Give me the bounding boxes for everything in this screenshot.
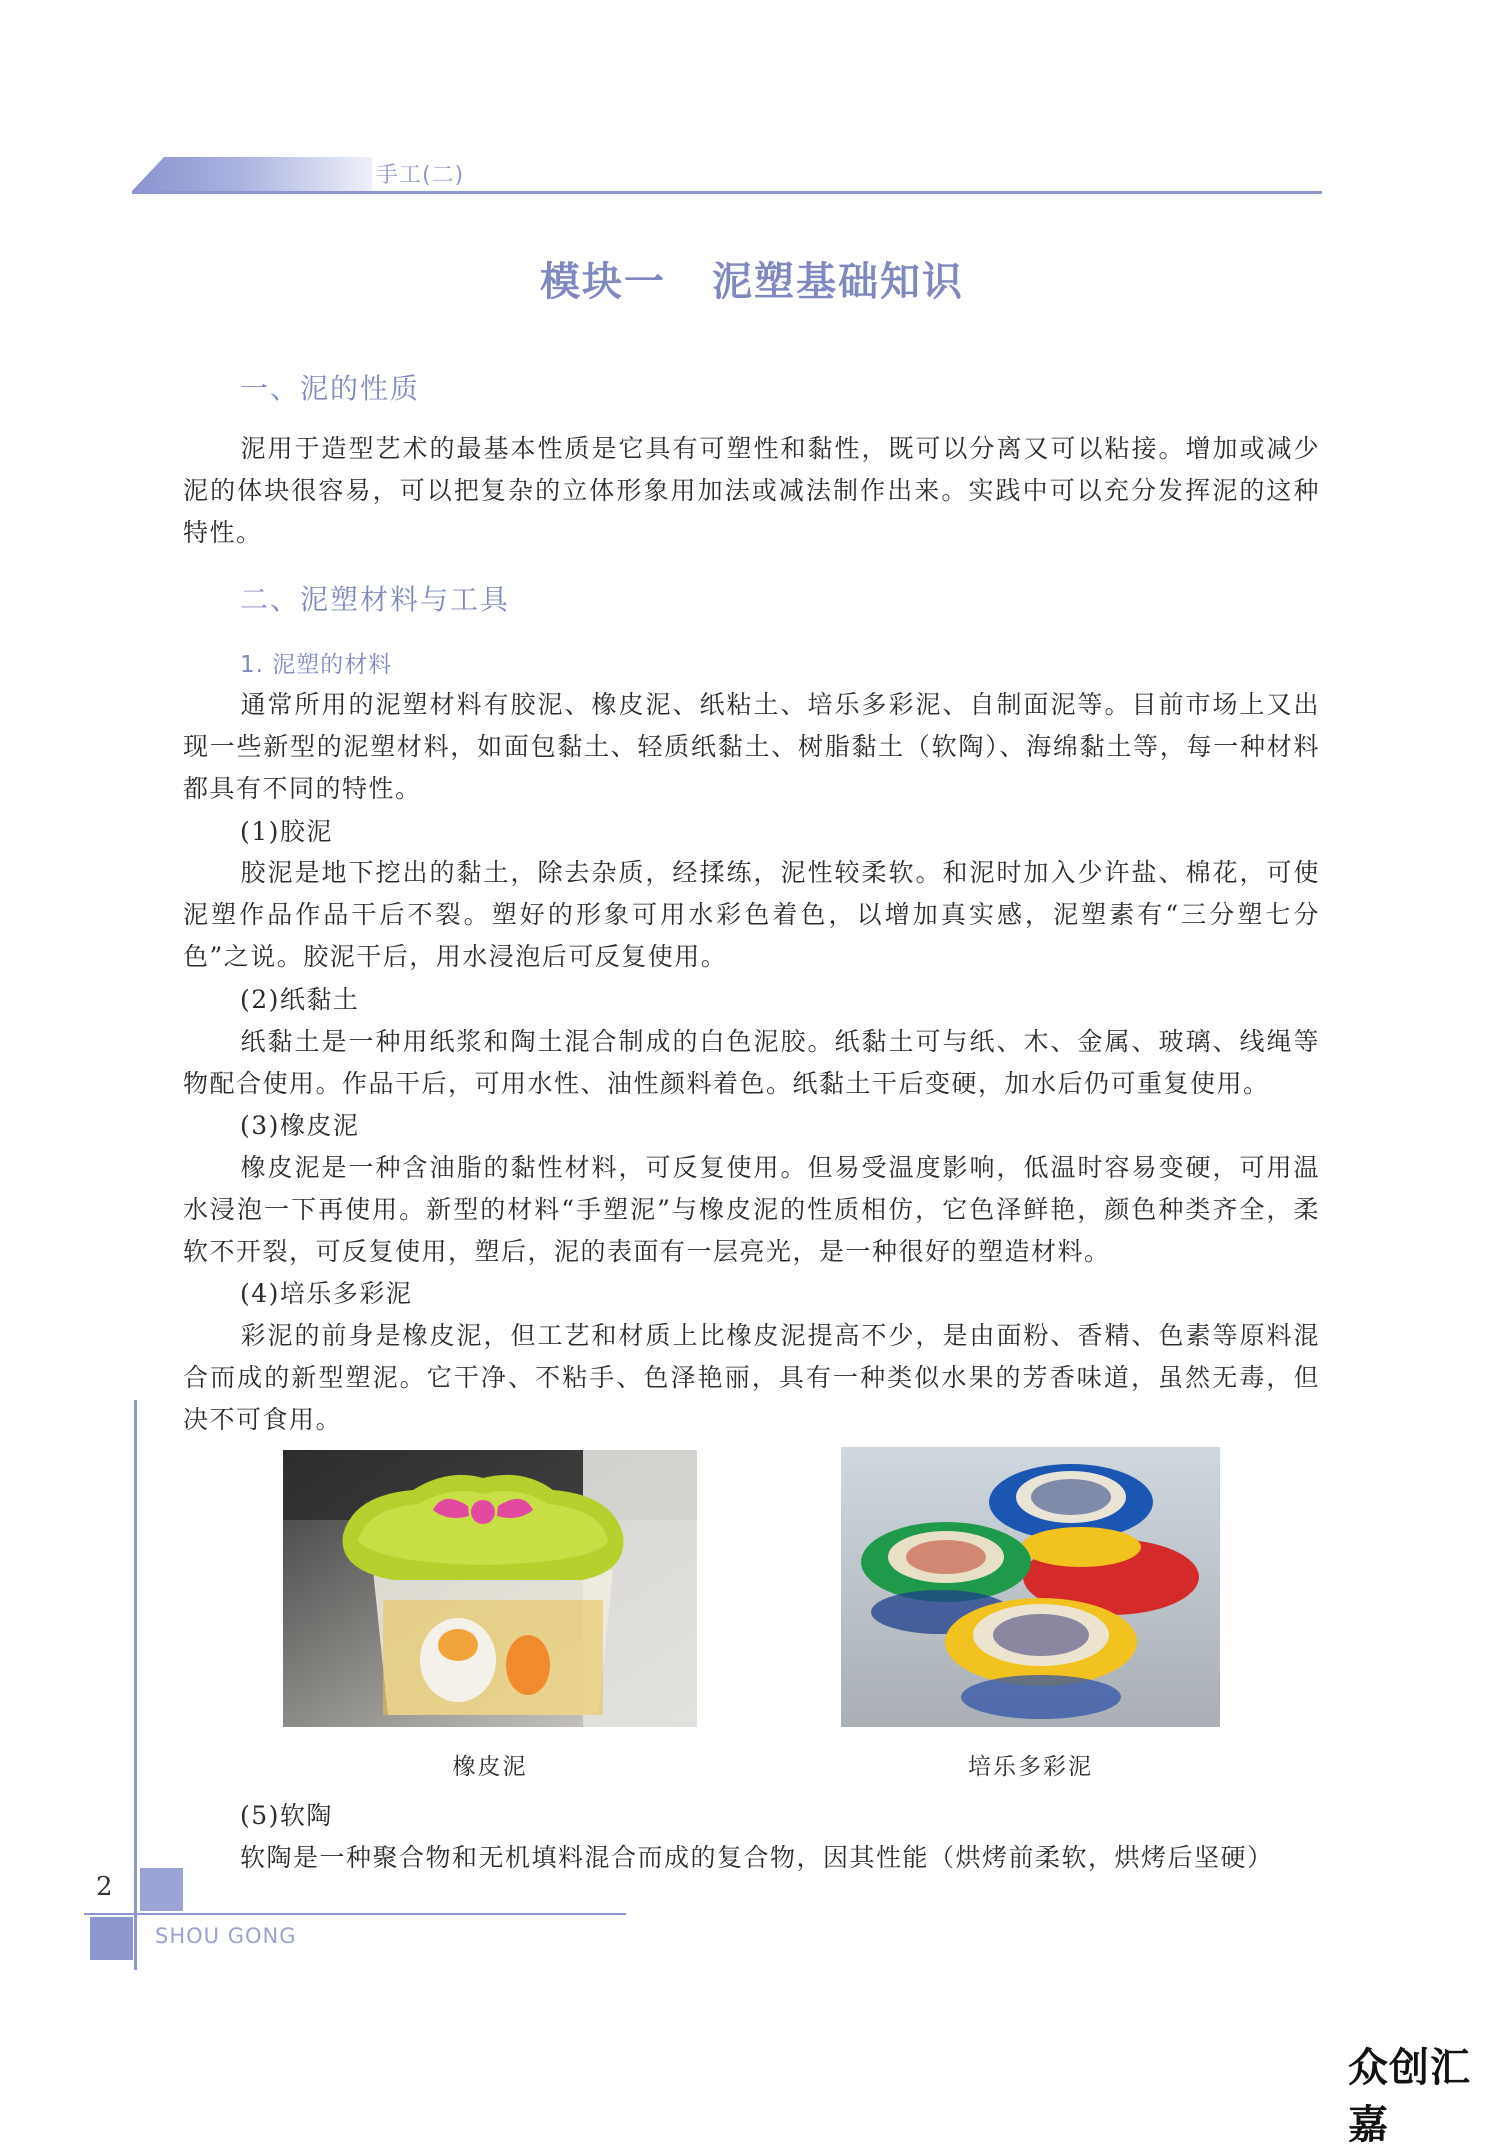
footer-vertical-rule bbox=[134, 1400, 137, 1970]
header-rule bbox=[132, 191, 1322, 194]
header-gradient-bar bbox=[132, 157, 372, 191]
photo-caption-peileduo: 培乐多彩泥 bbox=[968, 1754, 1093, 1780]
page-number: 2 bbox=[96, 1872, 113, 1902]
item-label-peileduo: (4)培乐多彩泥 bbox=[240, 1279, 413, 1308]
item-text-zhiniantu: 纸黏土是一种用纸浆和陶土混合制成的白色泥胶。纸黏土可与纸、木、金属、玻璃、线绳等物配合使用。作品干后，可用水性、油性颜料着色。纸黏土干后变硬，加水后仍可重复使用。 bbox=[183, 1027, 1320, 1098]
item-label-zhiniantu: (2)纸黏土 bbox=[240, 985, 360, 1014]
footer-label: SHOU GONG bbox=[155, 1924, 297, 1948]
item-label-xiangpini: (3)橡皮泥 bbox=[240, 1111, 360, 1140]
section1-paragraph: 泥用于造型艺术的最基本性质是它具有可塑性和黏性，既可以分离又可以粘接。增加或减少泥的体块很容易，可以把复杂的立体形象用加法或减法制作出来。实践中可以充分发挥泥的这种特性。 bbox=[183, 434, 1320, 547]
section-heading-2: 二、泥塑材料与工具 bbox=[240, 583, 511, 616]
item-text-peileduo: 彩泥的前身是橡皮泥，但工艺和材质上比橡皮泥提高不少，是由面粉、香精、色素等原料混合而成的新型塑泥。它干净、不粘手、色泽艳丽，具有一种类似水果的芳香味道，虽然无毒，但决不可食用。 bbox=[183, 1321, 1320, 1434]
photo-peileduo bbox=[841, 1447, 1220, 1727]
watermark: 众创汇嘉 bbox=[1348, 2045, 1471, 2148]
running-header: 手工(二) bbox=[376, 163, 465, 188]
photo-xiangpini bbox=[283, 1450, 697, 1727]
plasticine-tub-image bbox=[283, 1450, 697, 1727]
item-text-ruantao: 软陶是一种聚合物和无机填料混合而成的复合物，因其性能（烘烤前柔软，烘烤后坚硬） bbox=[240, 1843, 1274, 1872]
footer-square-top bbox=[140, 1868, 183, 1911]
playdough-cans-image bbox=[841, 1447, 1220, 1727]
footer-square-bottom bbox=[90, 1917, 133, 1960]
module-name: 泥塑基础知识 bbox=[712, 258, 964, 305]
item-text-jiaoni: 胶泥是地下挖出的黏土，除去杂质，经揉练，泥性较柔软。和泥时加入少许盐、棉花，可使泥塑作品作品干后不裂。塑好的形象可用水彩色着色，以增加真实感，泥塑素有“三分塑七分色”之说。胶泥干后，用水浸泡后可反复使用。 bbox=[183, 858, 1320, 971]
footer-rule bbox=[84, 1913, 626, 1915]
item-label-jiaoni: (1)胶泥 bbox=[240, 817, 333, 846]
subheading-materials: 1. 泥塑的材料 bbox=[240, 652, 393, 678]
page-title bbox=[0, 250, 1504, 307]
photo-caption-xiangpini: 橡皮泥 bbox=[452, 1754, 528, 1780]
item-label-ruantao: (5)软陶 bbox=[240, 1801, 333, 1830]
materials-intro: 通常所用的泥塑材料有胶泥、橡皮泥、纸粘土、培乐多彩泥、自制面泥等。目前市场上又出现一些新型的泥塑材料，如面包黏土、轻质纸黏土、树脂黏土（软陶）、海绵黏土等，每一种材料都具有不同的特性。 bbox=[183, 690, 1320, 803]
item-text-xiangpini: 橡皮泥是一种含油脂的黏性材料，可反复使用。但易受温度影响，低温时容易变硬，可用温水浸泡一下再使用。新型的材料“手塑泥”与橡皮泥的性质相仿，它色泽鲜艳，颜色种类齐全，柔软不开裂，可反复使用，塑后，泥的表面有一层亮光，是一种很好的塑造材料。 bbox=[183, 1153, 1320, 1266]
section-heading-1: 一、泥的性质 bbox=[240, 372, 421, 405]
module-number: 模块一 bbox=[540, 258, 666, 305]
